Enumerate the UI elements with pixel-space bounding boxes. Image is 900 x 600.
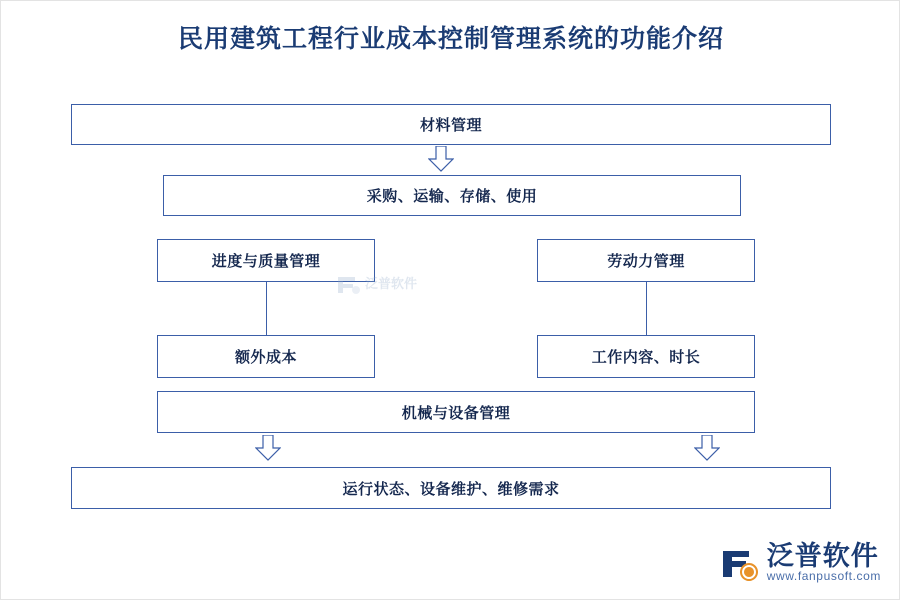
watermark-text: 泛普软件 xyxy=(365,275,418,291)
node-machine xyxy=(157,391,755,433)
node-progress-quality xyxy=(157,239,375,282)
node-extra-cost xyxy=(157,335,375,378)
node-label: 额外成本 xyxy=(234,350,297,366)
logo-text xyxy=(767,542,881,583)
logo-url: www.fanpusoft.com xyxy=(766,569,881,584)
arrow-down-machine-to-detail-left xyxy=(255,435,281,461)
arrow-down-machine-to-detail-right xyxy=(694,435,720,461)
node-label: 工作内容、时长 xyxy=(591,350,701,366)
arrow-down-material-to-detail xyxy=(428,146,454,172)
connector-progress-to-extra-cost xyxy=(266,282,267,336)
node-label: 进度与质量管理 xyxy=(211,254,321,270)
node-label: 材料管理 xyxy=(419,118,482,134)
node-label: 劳动力管理 xyxy=(607,254,685,270)
node-label: 机械与设备管理 xyxy=(401,405,511,422)
logo-name: 泛普软件 xyxy=(766,541,879,572)
brand-logo xyxy=(719,542,881,583)
fanpu-logo-icon xyxy=(719,543,759,583)
node-machine-detail xyxy=(71,467,831,509)
node-labor xyxy=(537,239,755,282)
node-material-detail xyxy=(163,175,741,216)
connector-labor-to-work-content xyxy=(646,282,647,336)
node-material xyxy=(71,104,831,145)
node-label: 采购、运输、存储、使用 xyxy=(366,189,538,205)
node-label: 运行状态、设备维护、维修需求 xyxy=(342,481,560,498)
page-title: 民用建筑工程行业成本控制管理系统的功能介绍 xyxy=(177,26,724,53)
node-work-content xyxy=(537,335,755,378)
